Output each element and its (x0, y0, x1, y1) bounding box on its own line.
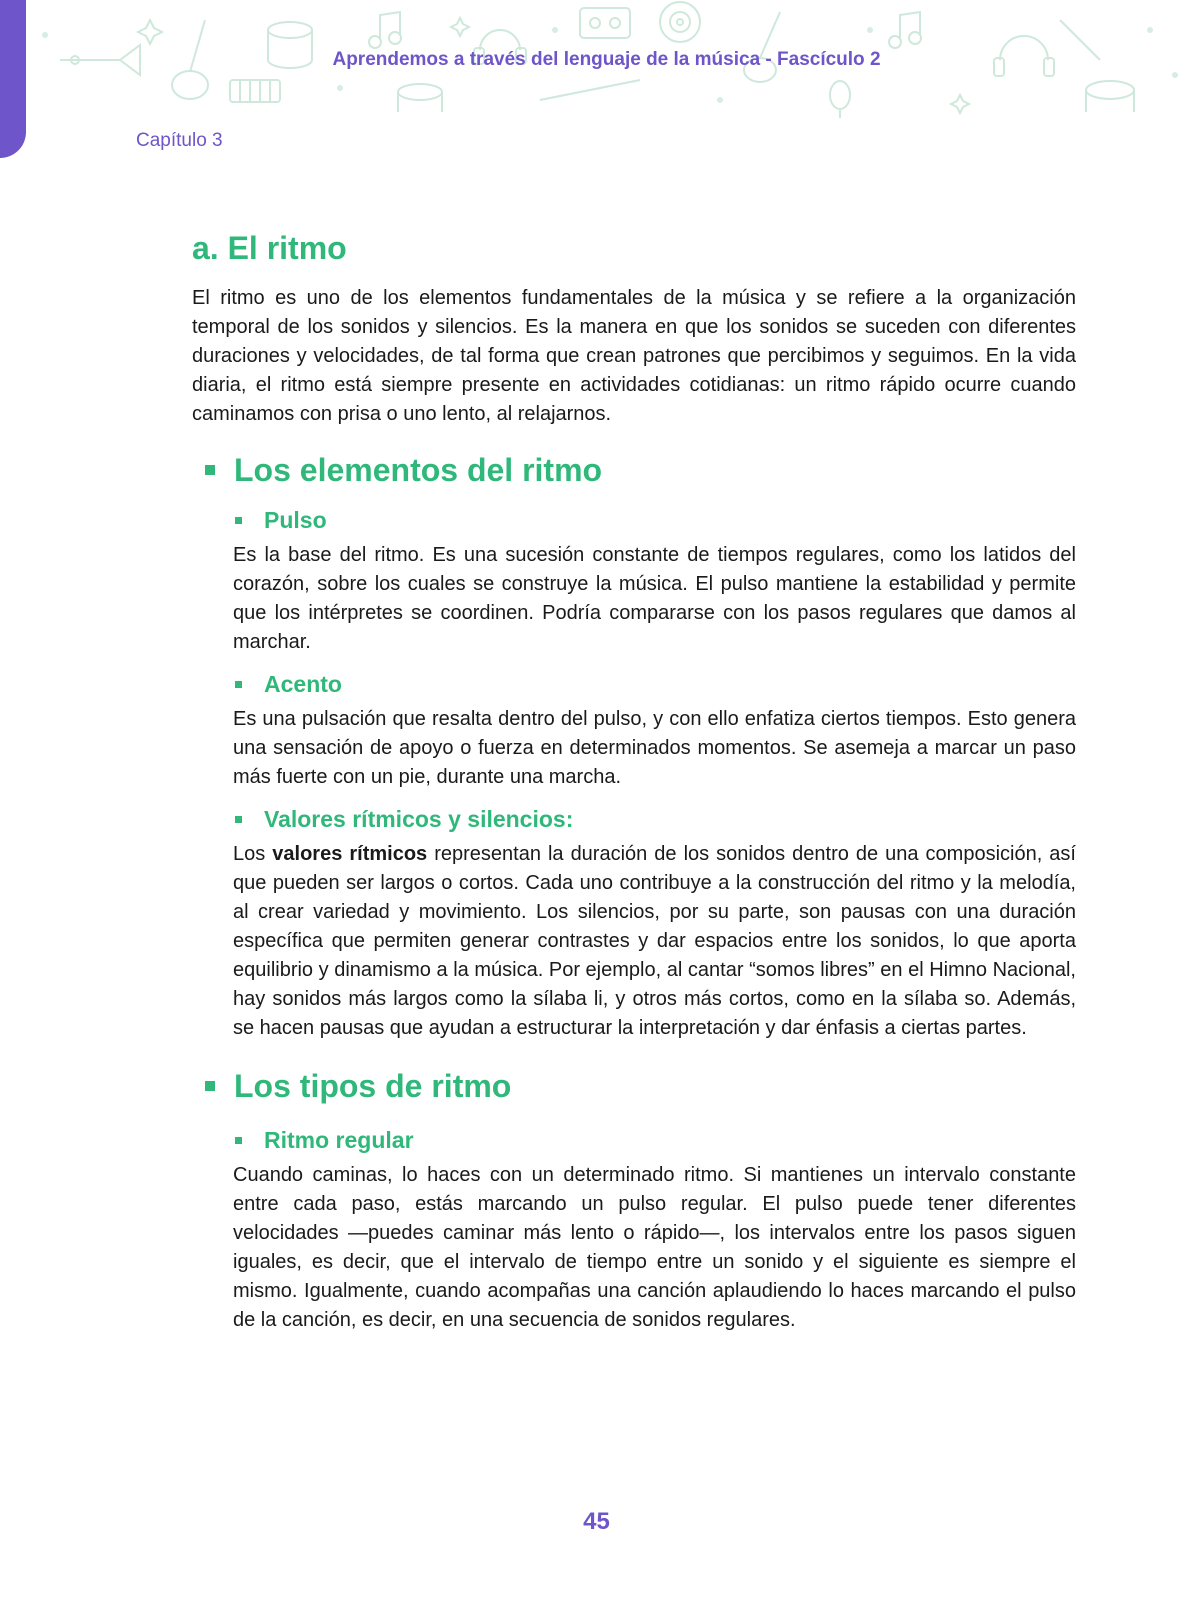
square-bullet-icon (205, 1081, 215, 1091)
heading-text: Los elementos del ritmo (234, 452, 603, 488)
page-header-title: Aprendemos a través del lenguaje de la música - Fascículo 2 (332, 49, 881, 70)
heading-text: Ritmo regular (264, 1127, 414, 1153)
acento-paragraph: Es una pulsación que resalta dentro del pulso, y con ello enfatiza ciertos tiempos. Esto genera una sensación de apoyo o fuerza en determinados momentos. Se asemeja a marcar un paso más fuerte con un pie, durante una marcha. (233, 708, 1076, 788)
valores-paragraph (233, 840, 1076, 1043)
chapter-label: Capítulo 3 (136, 130, 223, 151)
section-title: a. El ritmo (192, 230, 347, 266)
heading-valores-ritmicos (233, 802, 1076, 836)
heading-text: Valores rítmicos y silencios: (264, 806, 574, 832)
heading-text: Los tipos de ritmo (234, 1068, 512, 1104)
valores-text-post: representan la duración de los sonidos dentro de una composición, así que pueden ser largos o cortos. Cada uno contribuye a la construcción del ritmo y la melodía, al crear variedad y movimiento. Los silencios, por su parte, son pausas con una duración específica que permiten generar contrastes y dar espacios entre los sonidos, lo que aporta equilibrio y dinamismo a la música. Por ejemplo, al cantar “somos libres” en el Himno Nacional, hay sonidos más largos como la sílaba li, y otros más cortos, como en la sílaba so. Además, se hacen pausas que ayudan a estructurar la interpretación y dar énfasis a ciertas partes. (233, 843, 1076, 1039)
chapter-side-tab (0, 0, 26, 158)
square-bullet-icon (235, 1137, 242, 1144)
heading-acento (233, 667, 1076, 701)
square-bullet-icon (235, 517, 242, 524)
heading-text: Acento (264, 671, 342, 697)
types-subsection (233, 1123, 1076, 1335)
page-number: 45 (583, 1508, 610, 1535)
square-bullet-icon (235, 816, 242, 823)
square-bullet-icon (235, 681, 242, 688)
pulso-paragraph: Es la base del ritmo. Es una sucesión constante de tiempos regulares, como los latidos del corazón, sobre los cuales se construye la música. El pulso mantiene la estabilidad y permite que los intérpretes se coordinen. Podría compararse con los pasos regulares que damos al marchar. (233, 544, 1076, 653)
valores-bold-term: valores rítmicos (272, 843, 428, 865)
page-content (192, 224, 1076, 1335)
square-bullet-icon (205, 465, 215, 475)
heading-text: Pulso (264, 507, 327, 533)
heading-pulso (233, 503, 1076, 537)
ritmo-regular-paragraph: Cuando caminas, lo haces con un determinado ritmo. Si mantienes un intervalo constante entre cada paso, estás marcando un pulso regular. El pulso puede tener diferentes velocidades —puedes caminar más lento o rápido—, los intervalos entre los pasos siguen iguales, es decir, que el intervalo de tiempo entre un sonido y el siguiente es siempre el mismo. Igualmente, cuando acompañas una canción aplaudiendo lo haces marcando el pulso de la canción, es decir, en una secuencia de sonidos regulares. (233, 1164, 1076, 1331)
intro-paragraph: El ritmo es uno de los elementos fundamentales de la música y se refiere a la organización temporal de los sonidos y silencios. Es la manera en que los sonidos se suceden con diferentes duraciones y velocidades, de tal forma que crean patrones que percibimos y seguimos. En la vida diaria, el ritmo está siempre presente en actividades cotidianas: un ritmo rápido ocurre cuando caminamos con prisa o uno lento, al relajarnos. (192, 287, 1076, 425)
valores-text-pre: Los (233, 843, 273, 865)
elements-subsection (233, 503, 1076, 1043)
heading-elements-del-ritmo (192, 447, 1076, 493)
heading-tipos-de-ritmo (192, 1063, 1076, 1109)
heading-ritmo-regular (233, 1123, 1076, 1157)
